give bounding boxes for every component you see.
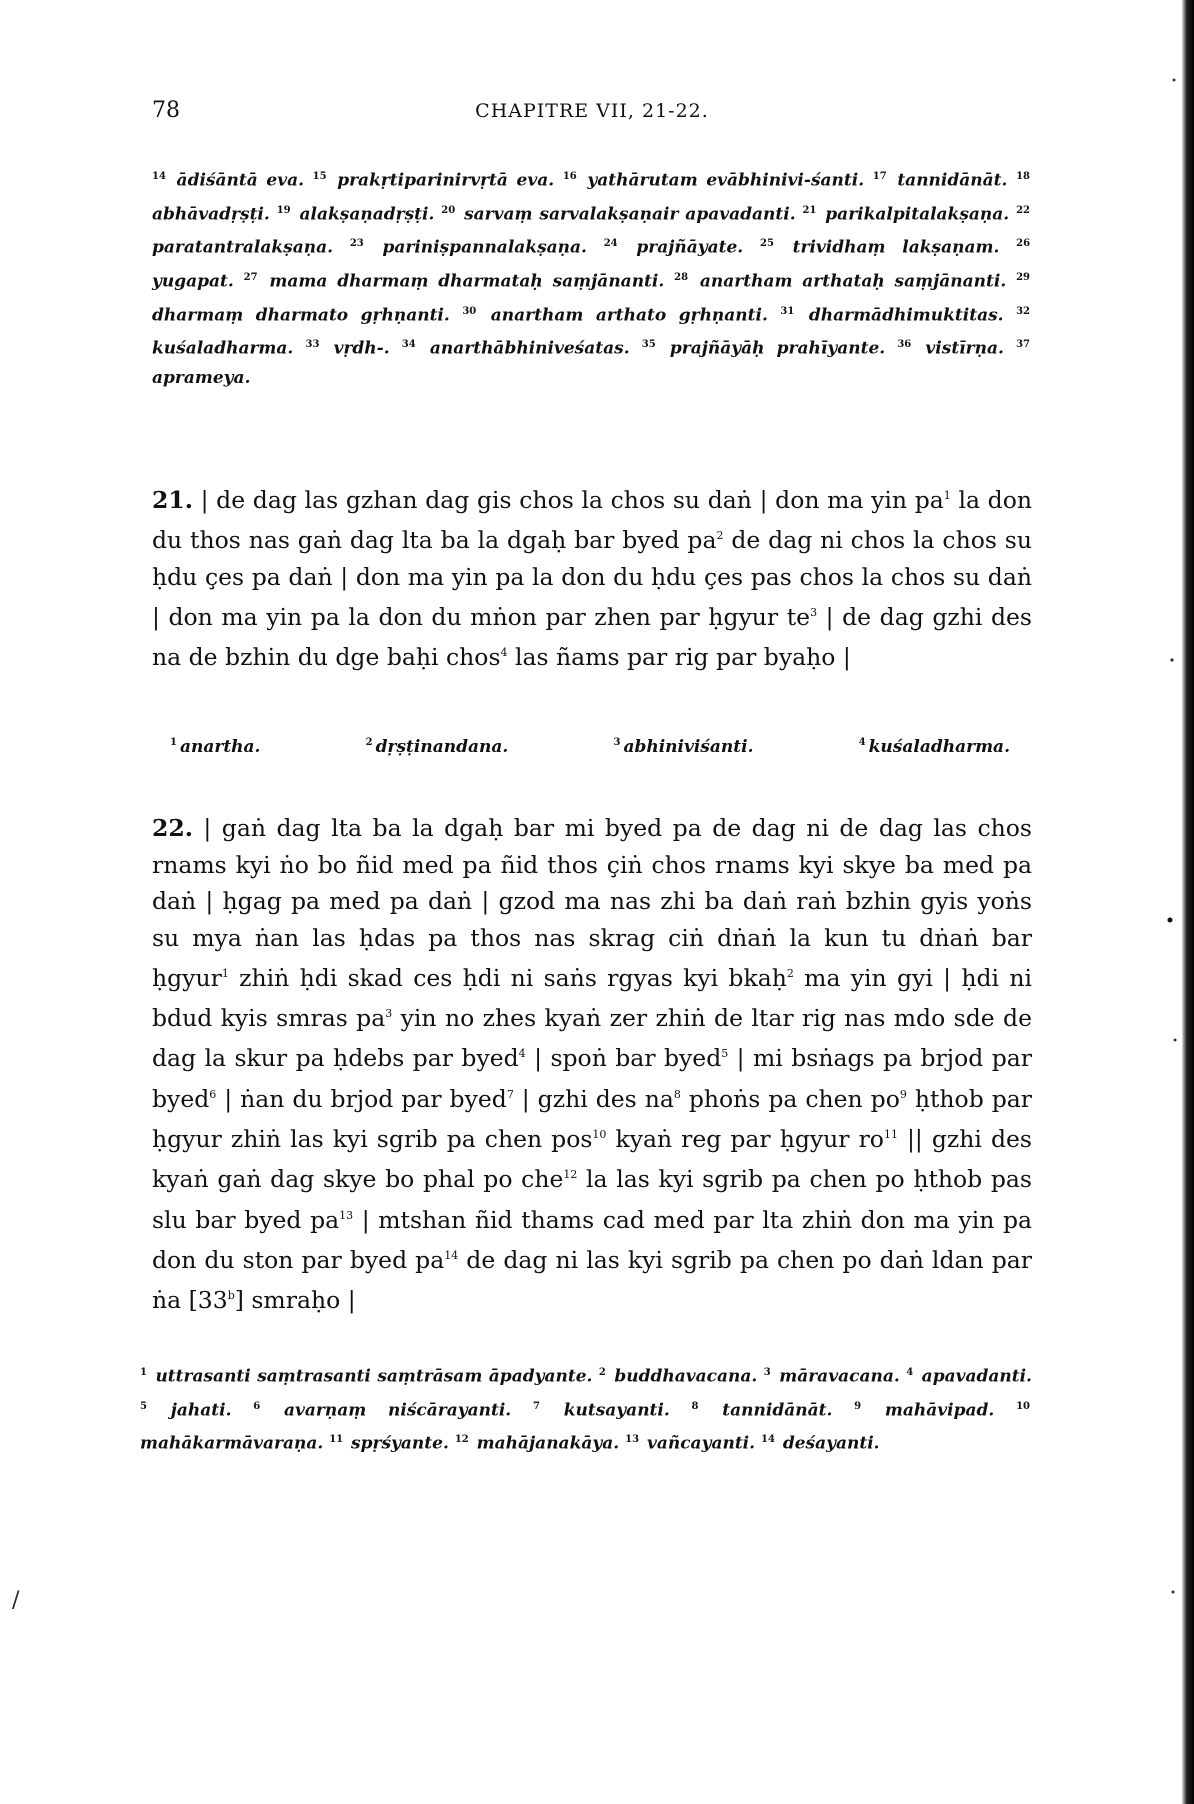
page-number: 78 (152, 98, 180, 123)
section-22-body: | gaṅ dag lta ba la dgaḥ bar mi byed pa de dag ni de dag las chos rnams kyi ṅo bo ñid med pa ñid thos çiṅ chos rnams kyi skye ba med pa daṅ | ḥgag pa med pa daṅ | gzod ma nas zhi ba daṅ raṅ bzhin gyis yoṅs su mya ṅan las ḥdas pa thos nas skrag ciṅ dṅaṅ la kun tu dṅaṅ bar ḥgyur$^1$ zhiṅ ḥdi skad ces ḥdi ni saṅs rgyas kyi bkaḥ$^2$ ma yin gyi | ḥdi ni bdud kyis smras $pa^3$ yin no zhes kyaṅ zer zhiṅ de ltar rig nas mdo sde de dag la skur pa ḥdebs par byed$^4$ | spoṅ bar byed$^5$ | mi bsṅags pa brjod par byed$^6$ | ṅan du brjod par byed$^7$ | gzhi des $na^8$ phoṅs pa chen $po^9$ ḥthob par ḥgyur zhiṅ las kyi sgrib pa chen pos$^{10}$ kyaṅ reg par ḥgyur $ro^{11}$ || gzhi des kyaṅ gaṅ dag skye bo phal po che$^{12}$ la las kyi sgrib pa chen po ḥthob pas slu bar byed $pa^{13}$ | mtshan ñid thams cad med par lta zhiṅ don ma yin pa don du ston par byed $pa^{14}$ de dag ni las kyi sgrib pa chen po daṅ ldan par ṅa [33$^b$] smraḥo | (152, 814, 1033, 1315)
page-header (152, 98, 1032, 128)
margin-mark: / (12, 1588, 20, 1613)
scan-edge-specks (1166, 0, 1180, 1804)
section-22-footnotes: $^1$ uttrasanti saṃtrasanti saṃtrāsam āpadyante. $^2$ buddhavacana. $^3$ māravacana. $^4$ apavadanti. $^5$ jahati. $^6$ avarṇaṃ niścārayanti. $^7$ kutsayanti. $^8$ tannidānāt. $^9$ mahāvipad. $^{10}$ mahākarmāvaraṇa. $^{11}$ spṛśyante. $^{12}$ mahājanakāya. $^{13}$ vañcayanti. $^{14}$ deśayanti. (140, 1366, 1032, 1454)
section-21-footnotes (170, 737, 1010, 757)
scan-edge-shadow (1182, 0, 1194, 1804)
footnote-21-3: $^3$ abhiniviśanti. (613, 737, 754, 757)
section-21-body: | de dag las gzhan dag gis chos la chos su daṅ | don ma yin $pa^1$ la don du thos nas gaṅ dag lta ba la dgaḥ bar byed $pa^2$ de dag ni chos la chos su ḥdu çes pa daṅ | don ma yin pa la don du ḥdu çes pas chos la chos su daṅ | don ma yin pa la don du mṅon par zhen par ḥgyur $te^3$ | de dag gzhi des na de bzhin du dge baḥi chos$^4$ las ñams par rig par byaḥo | (152, 485, 1033, 672)
running-head: CHAPITRE VII, 21-22. (475, 100, 709, 122)
section-22-number: 22. (152, 814, 193, 842)
top-notes: $^{14}$ ādiśāntā eva. $^{15}$ prakṛtiparinirvṛtā eva. $^{16}$ yathārutam evābhinivi-śanti. $^{17}$ tannidānāt. $^{18}$ abhāvadṛṣṭi. $^{19}$ alakṣaṇadṛṣṭi. $^{20}$ sarvaṃ sarvalakṣaṇair apavadanti. $^{21}$ parikalpitalakṣaṇa. $^{22}$ paratantralakṣaṇa. $^{23}$ pariniṣpannalakṣaṇa. $^{24}$ prajñāyate. $^{25}$ trividhaṃ lakṣaṇam. $^{26}$ yugapat. $^{27}$ mama dharmaṃ dharmataḥ saṃjānanti. $^{28}$ anartham arthataḥ saṃjānanti. $^{29}$ dharmaṃ dharmato gṛhṇanti. $^{30}$ anartham arthato gṛhṇanti. $^{31}$ dharmādhimuktitas. $^{32}$ kuśaladharma. $^{33}$ vṛdh-. $^{34}$ anarthābhiniveśatas. $^{35}$ prajñāyāḥ prahīyante. $^{36}$ vistīrṇa. $^{37}$ aprameya. (152, 170, 1031, 388)
section-21-text (152, 478, 1032, 676)
footnote-21-4: $^4$ kuśaladharma. (858, 737, 1010, 757)
section-22-text (152, 810, 1032, 1319)
footnote-21-2: $^2$ dṛṣṭinandana. (365, 737, 509, 757)
section-21-number: 21. (152, 485, 193, 514)
footnote-21-1: $^1$ anartha. (170, 737, 261, 757)
